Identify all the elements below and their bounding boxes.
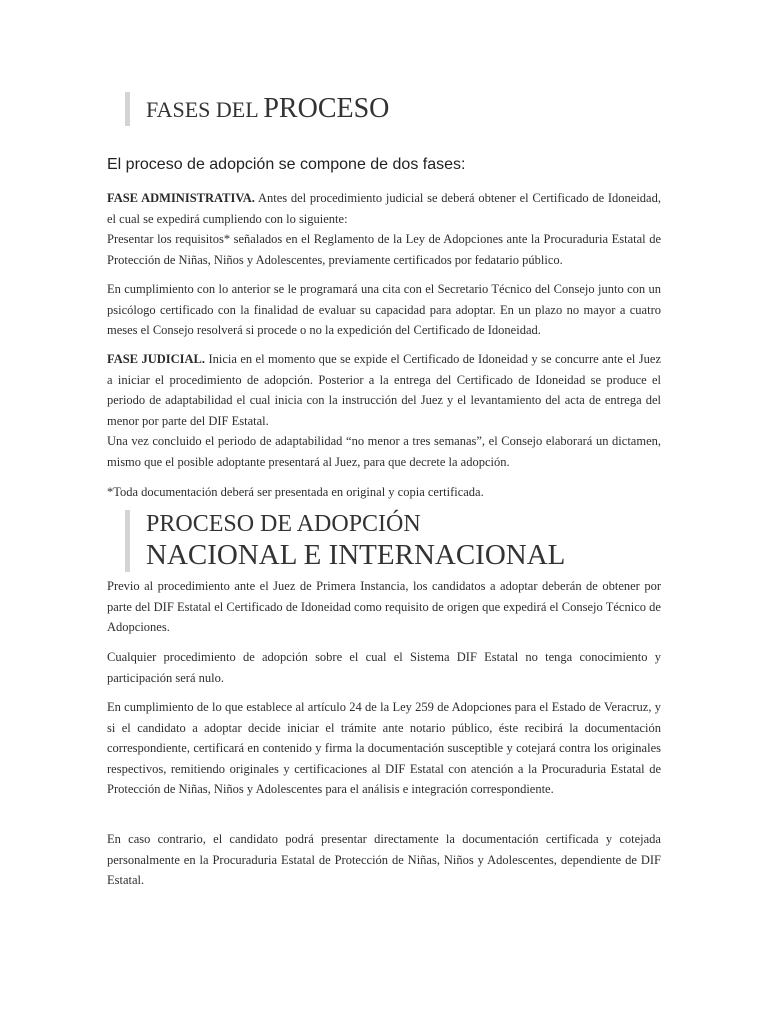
paragraph-fase-administrativa xyxy=(107,188,661,270)
text-requisitos: Presentar los requisitos* señalados en el Reglamento de la Ley de Adopciones ante la Procuraduria Estatal de Protección de Niñas, Niños y Adolescentes, previamente certificados por fedatario público. xyxy=(107,232,661,267)
paragraph-cita-secretario: En cumplimiento con lo anterior se le programará una cita con el Secretario Técnico del Consejo junto con un psicólogo certificado con la finalidad de evaluar su capacidad para adoptar. En un plazo no mayor a cuatro meses el Consejo resolverá si procede o no la expedición del Certificado de Idoneidad. xyxy=(107,282,661,338)
section-heading-proceso-adopcion xyxy=(125,510,565,572)
paragraph-previo-procedimiento: Previo al procedimiento ante el Juez de Primera Instancia, los candidatos a adoptar deberán de obtener por parte del DIF Estatal el Certificado de Idoneidad como requisito de origen que expedirá el Consejo Técnico de Adopciones. xyxy=(107,579,661,635)
section-heading-fases xyxy=(125,92,389,126)
label-fase-administrativa: FASE ADMINISTRATIVA. xyxy=(107,191,255,205)
text-fase-administrativa: Antes del procedimiento judicial se deberá obtener el Certificado de Idoneidad, el cual se expedirá cumpliendo con lo siguiente: xyxy=(107,191,661,226)
footnote-documentacion: *Toda documentación deberá ser presentada en original y copia certificada. xyxy=(107,485,484,499)
heading-fases-big: PROCESO xyxy=(263,93,390,124)
heading-fases-small: FASES DEL xyxy=(146,97,264,122)
paragraph-procedimiento-nulo: Cualquier procedimiento de adopción sobre el cual el Sistema DIF Estatal no tenga conocimiento y participación será nulo. xyxy=(107,650,661,685)
paragraph-articulo-24: En cumplimiento de lo que establece al artículo 24 de la Ley 259 de Adopciones para el Estado de Veracruz, y si el candidato a adoptar decide iniciar el trámite ante notario público, éste recibirá la documentación correspondiente, certificará en contenido y firma la documentación susceptible y cotejará contra los originales respectivos, remitiendo originales y certificaciones al DIF Estatal con atención a la Procuraduria Estatal de Protección de Niñas, Niños y Adolescentes para el análisis e integración correspondiente. xyxy=(107,700,661,797)
heading-proceso-line1: PROCESO DE ADOPCIÓN xyxy=(146,511,421,537)
text-fase-judicial: Inicia en el momento que se expide el Certificado de Idoneidad y se concurre ante el Juez a iniciar el procedimiento de adopción. Posterior a la entrega del Certificado de Idoneidad se produce el periodo de adaptabilidad el cual inicia con la instrucción del Juez y el levantamiento del acta de entrega del menor por parte del DIF Estatal. xyxy=(107,352,662,428)
paragraph-caso-contrario: En caso contrario, el candidato podrá presentar directamente la documentación certificada y cotejada personalmente en la Procuraduria Estatal de Protección de Niñas, Niños y Adolescentes, dependiente de DIF Estatal. xyxy=(107,832,661,888)
text-dictamen: Una vez concluido el periodo de adaptabilidad “no menor a tres semanas”, el Consejo elaborará un dictamen, mismo que el posible adoptante presentará al Juez, para que decrete la adopción. xyxy=(107,434,661,469)
heading-proceso-line2: NACIONAL E INTERNACIONAL xyxy=(146,539,566,571)
intro-text: El proceso de adopción se compone de dos fases: xyxy=(107,156,466,173)
paragraph-fase-judicial xyxy=(107,349,661,473)
label-fase-judicial: FASE JUDICIAL. xyxy=(107,352,206,366)
